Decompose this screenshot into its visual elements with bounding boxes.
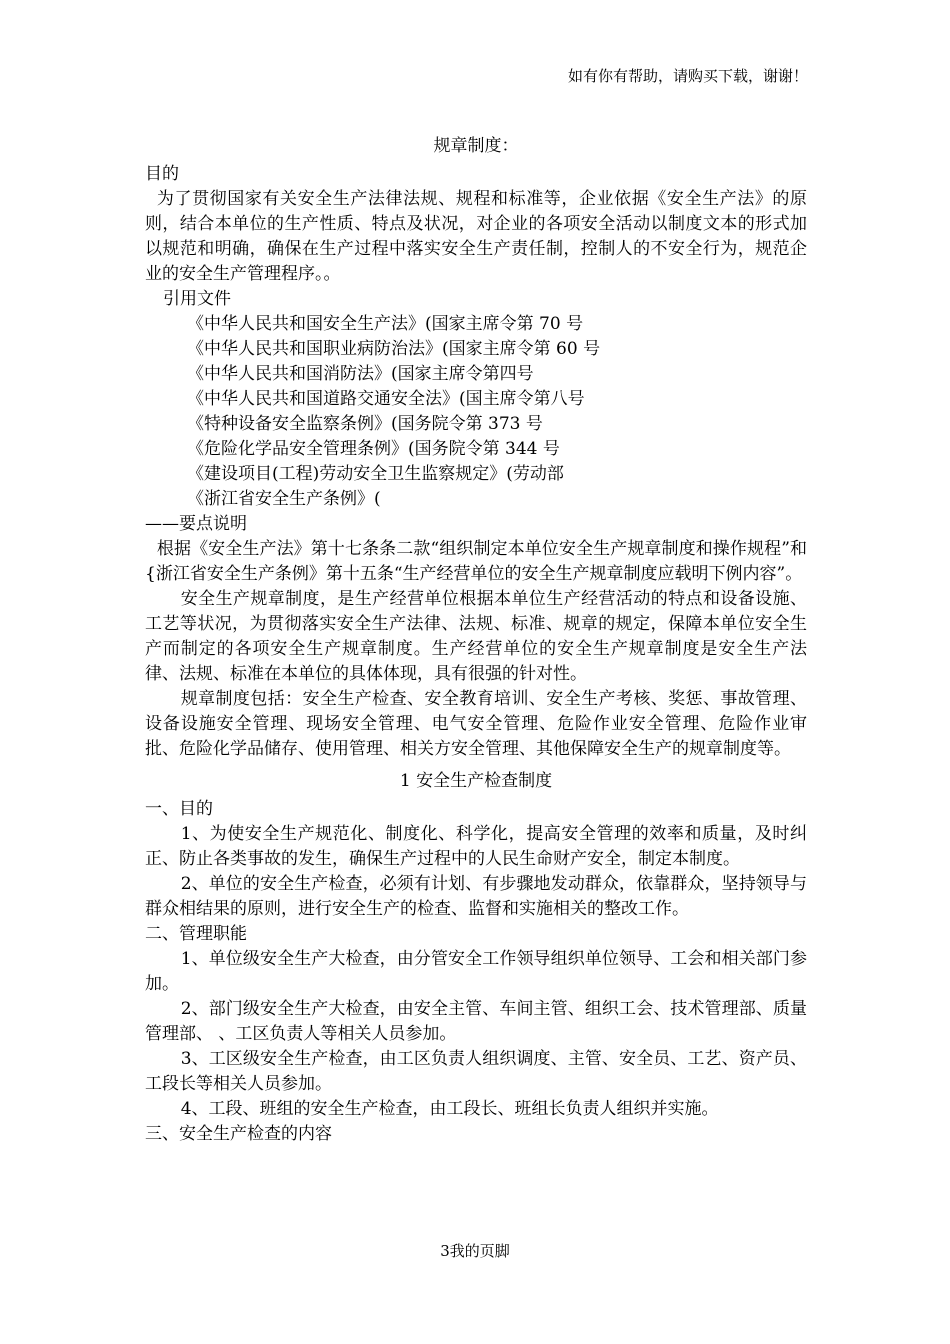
reference-item: 《建设项目(工程)劳动安全卫生监察规定》(劳动部 [187,464,564,484]
reference-item: 《中华人民共和国职业病防治法》(国家主席令第 60 号 [187,339,601,359]
reference-item: 《中华人民共和国安全生产法》(国家主席令第 70 号 [187,314,584,334]
section-paragraph: 2、单位的安全生产检查，必须有计划、有步骤地发动群众，依靠群众，坚持领导与群众相结果的原则，进行安全生产的检查、监督和实施相关的整改工作。 [145,874,807,919]
purpose-heading: 目的 [145,164,179,184]
section-heading-purpose: 一、目的 [145,799,213,819]
section-paragraph: 1、单位级安全生产大检查，由分管安全工作领导组织单位领导、工会和相关部门参加。 [145,949,807,994]
reference-list [145,312,807,512]
purpose-paragraph: 为了贯彻国家有关安全生产法律法规、规程和标准等，企业依据《安全生产法》的原则，结合本单位的生产性质、特点及状况，对企业的各项安全活动以制度文本的形式加以规范和明确，确保在生产过程中落实安全生产责任制，控制人的不安全行为，规范企业的安全生产管理程序。。 [145,189,807,284]
reference-item: 《特种设备安全监察条例》(国务院令第 373 号 [187,414,543,434]
references-heading: 引用文件 [163,289,231,309]
section-paragraph: 3、工区级安全生产检查，由工区负责人组织调度、主管、安全员、工艺、资产员、工段长等相关人员参加。 [145,1049,807,1094]
page-footer: 3我的页脚 [440,1242,510,1260]
key-points-heading: ——要点说明 [145,514,247,534]
definition-paragraph: 安全生产规章制度，是生产经营单位根据本单位生产经营活动的特点和设备设施、工艺等状况，为贯彻落实安全生产法律、法规、标准、规章的规定，保障本单位安全生产而制定的各项安全生产规章制度。生产经营单位的安全生产规章制度是安全生产法律、法规、标准在本单位的具体体现，具有很强的针对性。 [145,589,807,684]
reference-item: 《危险化学品安全管理条例》(国务院令第 344 号 [187,439,560,459]
reference-item: 《中华人民共和国道路交通安全法》(国主席令第八号 [187,389,585,409]
document-body [145,134,807,1147]
section-paragraph: 1、为使安全生产规范化、制度化、科学化，提高安全管理的效率和质量，及时纠正、防止各类事故的发生，确保生产过程中的人民生命财产安全，制定本制度。 [145,824,807,869]
key-points-paragraph: 根据《安全生产法》第十七条条二款“组织制定本单位安全生产规章制度和操作规程”和{浙江省安全生产条例》第十五条“生产经营单位的安全生产规章制度应载明下例内容”。 [145,539,807,584]
section-heading-content: 三、安全生产检查的内容 [145,1124,332,1144]
section-paragraph: 4、工段、班组的安全生产检查，由工段长、班组长负责人组织并实施。 [180,1099,719,1119]
includes-paragraph: 规章制度包括：安全生产检查、安全教育培训、安全生产考核、奖惩、事故管理、设备设施安全管理、现场安全管理、电气安全管理、危险作业安全管理、危险作业审批、危险化学品储存、使用管理、相关方安全管理、其他保障安全生产的规章制度等。 [145,689,807,759]
section-title: 1 安全生产检查制度 [399,771,553,791]
reference-item: 《浙江省安全生产条例》( [187,489,381,509]
reference-item: 《中华人民共和国消防法》(国家主席令第四号 [187,364,534,384]
section-heading-management: 二、管理职能 [145,924,247,944]
section-paragraph: 2、部门级安全生产大检查，由安全主管、车间主管、组织工会、技术管理部、质量管理部、 、工区负责人等相关人员参加。 [145,999,807,1044]
document-title: 规章制度： [433,136,519,156]
page-header-note: 如有你有帮助，请购买下载，谢谢！ [567,67,808,85]
